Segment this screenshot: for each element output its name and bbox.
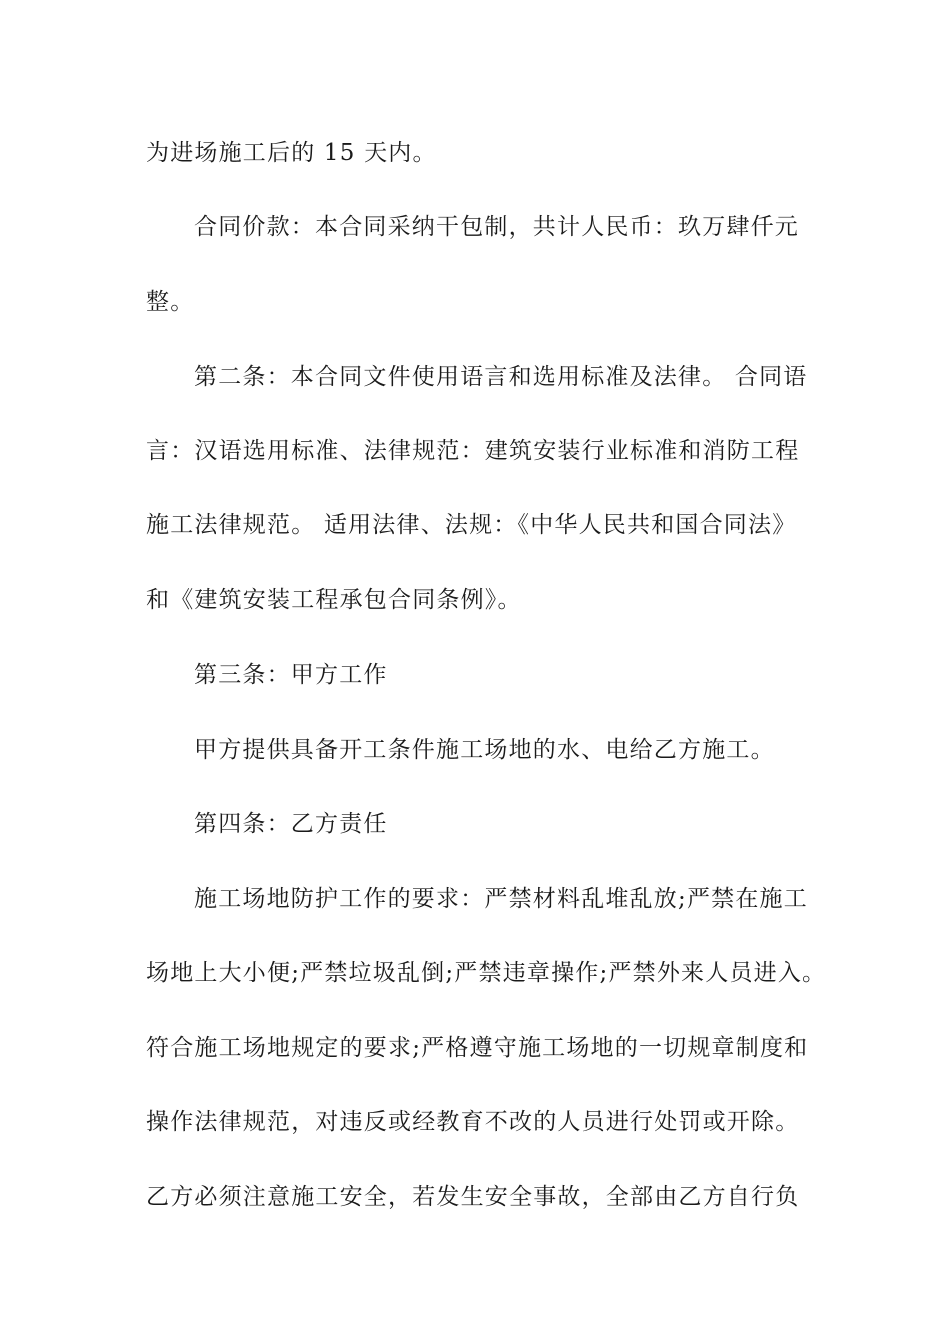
text-line-15: 乙方必须注意施工安全，若发生安全事故，全部由乙方自行负 [146,1184,800,1210]
text-line-9: 甲方提供具备开工条件施工场地的水、电给乙方施工。 [194,737,775,763]
text-line-1: 为进场施工后的 15 天内。 [146,140,437,166]
text-line-12: 场地上大小便;严禁垃圾乱倒;严禁违章操作;严禁外来人员进入。 [146,960,827,986]
text-line-4: 第二条：本合同文件使用语言和选用标准及法律。 合同语 [194,364,808,390]
section-heading-3: 第三条：甲方工作 [194,662,388,688]
text-line-6: 施工法律规范。 适用法律、法规：《中华人民共和国合同法》 [146,512,797,538]
text-line-14: 操作法律规范，对违反或经教育不改的人员进行处罚或开除。 [146,1109,800,1135]
text-line-3: 整。 [146,289,195,315]
text-line-11: 施工场地防护工作的要求：严禁材料乱堆乱放;严禁在施工 [194,886,808,912]
text-line-5: 言：汉语选用标准、法律规范：建筑安装行业标准和消防工程 [146,438,800,464]
section-heading-4: 第四条：乙方责任 [194,811,388,837]
text-line-7: 和《建筑安装工程承包合同条例》。 [146,587,522,613]
text-line-2: 合同价款：本合同采纳干包制，共计人民币：玖万肆仟元 [194,214,799,240]
text-line-13: 符合施工场地规定的要求;严格遵守施工场地的一切规章制度和 [146,1035,809,1061]
